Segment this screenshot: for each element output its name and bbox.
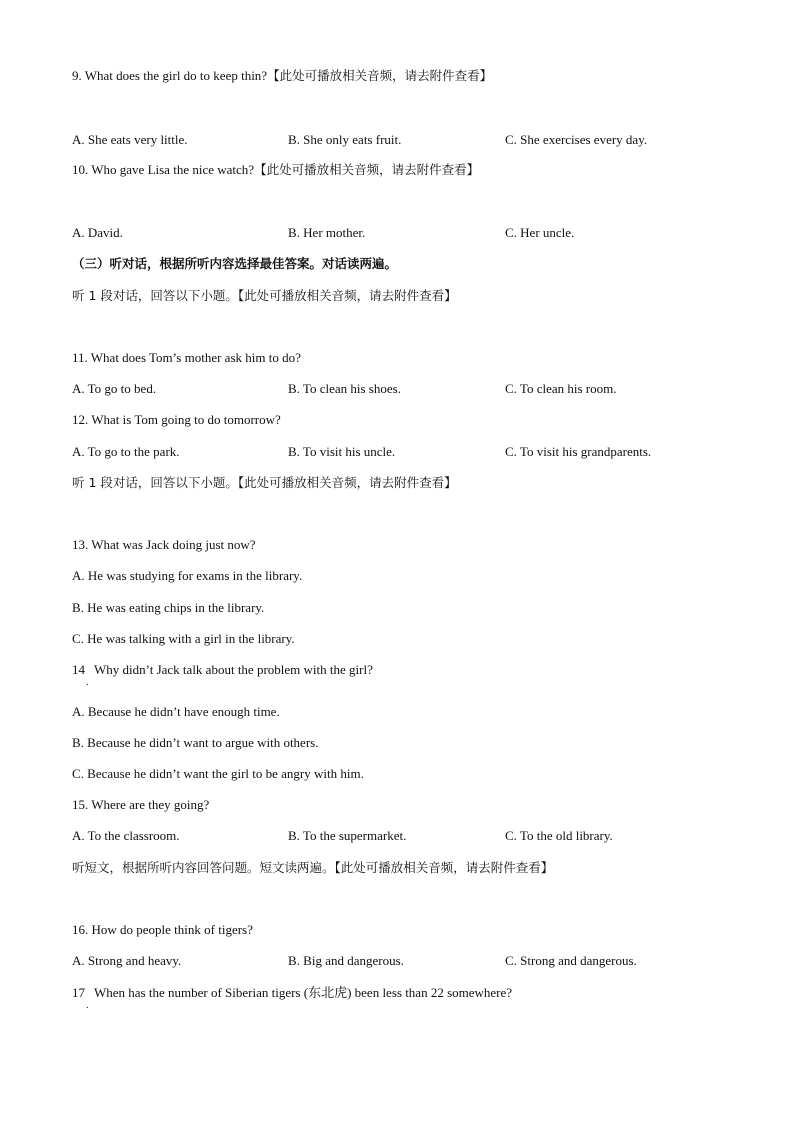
question-14-text: Why didn’t Jack talk about the problem with the girl?	[94, 662, 373, 677]
question-14-number: 14	[72, 662, 85, 677]
q12-option-c: C. To visit his grandparents.	[505, 444, 652, 459]
audio-note[interactable]: 【此处可播放相关音频，请去附件查看】	[267, 68, 493, 83]
question-12-text: 12. What is Tom going to do tomorrow?	[72, 412, 281, 427]
dot-mark: .	[86, 1000, 89, 1011]
passage-instruction[interactable]: 听短文，根据所听内容回答问题。短文读两遍。【此处可播放相关音频，请去附件查看】	[72, 860, 554, 875]
dot-mark: .	[86, 677, 89, 688]
dialog-2-instruction[interactable]: 听 1 段对话，回答以下小题。【此处可播放相关音频，请去附件查看】	[72, 475, 457, 490]
q16-option-a: A. Strong and heavy.	[72, 953, 182, 968]
q15-option-b: B. To the supermarket.	[288, 828, 407, 843]
question-9-text: 9. What does the girl do to keep thin?	[72, 68, 268, 83]
q14-option-c: C. Because he didn’t want the girl to be angry with him.	[72, 766, 364, 781]
q11-option-c: C. To clean his room.	[505, 381, 617, 396]
question-9	[72, 68, 492, 84]
q10-option-c: C. Her uncle.	[505, 225, 575, 240]
audio-note[interactable]: 【此处可播放相关音频，请去附件查看】	[254, 162, 480, 177]
question-16-text: 16. How do people think of tigers?	[72, 922, 253, 937]
question-17-text: When has the number of Siberian tigers (东北虎) been less than 22 somewhere?	[94, 985, 513, 1000]
q15-option-a: A. To the classroom.	[72, 828, 180, 843]
question-11-text: 11. What does Tom’s mother ask him to do?	[72, 350, 301, 365]
q16-option-b: B. Big and dangerous.	[288, 953, 404, 968]
q12-option-a: A. To go to the park.	[72, 444, 180, 459]
q11-option-a: A. To go to bed.	[72, 381, 157, 396]
q9-option-a: A. She eats very little.	[72, 132, 188, 147]
section-3-heading: （三）听对话，根据所听内容选择最佳答案。对话读两遍。	[72, 256, 398, 271]
q9-option-b: B. She only eats fruit.	[288, 132, 402, 147]
question-17	[72, 985, 512, 1001]
dialog-1-instruction[interactable]: 听 1 段对话，回答以下小题。【此处可播放相关音频，请去附件查看】	[72, 288, 457, 303]
q10-option-a: A. David.	[72, 225, 123, 240]
q11-option-b: B. To clean his shoes.	[288, 381, 401, 396]
q14-option-b: B. Because he didn’t want to argue with others.	[72, 735, 319, 750]
question-14	[72, 662, 373, 678]
question-10	[72, 162, 479, 178]
question-15-text: 15. Where are they going?	[72, 797, 210, 812]
q13-option-b: B. He was eating chips in the library.	[72, 600, 265, 615]
q9-option-c: C. She exercises every day.	[505, 132, 648, 147]
q15-option-c: C. To the old library.	[505, 828, 613, 843]
q14-option-a: A. Because he didn’t have enough time.	[72, 704, 280, 719]
question-10-text: 10. Who gave Lisa the nice watch?	[72, 162, 255, 177]
q13-option-a: A. He was studying for exams in the library.	[72, 568, 303, 583]
question-13-text: 13. What was Jack doing just now?	[72, 537, 256, 552]
q12-option-b: B. To visit his uncle.	[288, 444, 396, 459]
q10-option-b: B. Her mother.	[288, 225, 366, 240]
q13-option-c: C. He was talking with a girl in the library.	[72, 631, 295, 646]
question-17-number: 17	[72, 985, 85, 1000]
q16-option-c: C. Strong and dangerous.	[505, 953, 637, 968]
